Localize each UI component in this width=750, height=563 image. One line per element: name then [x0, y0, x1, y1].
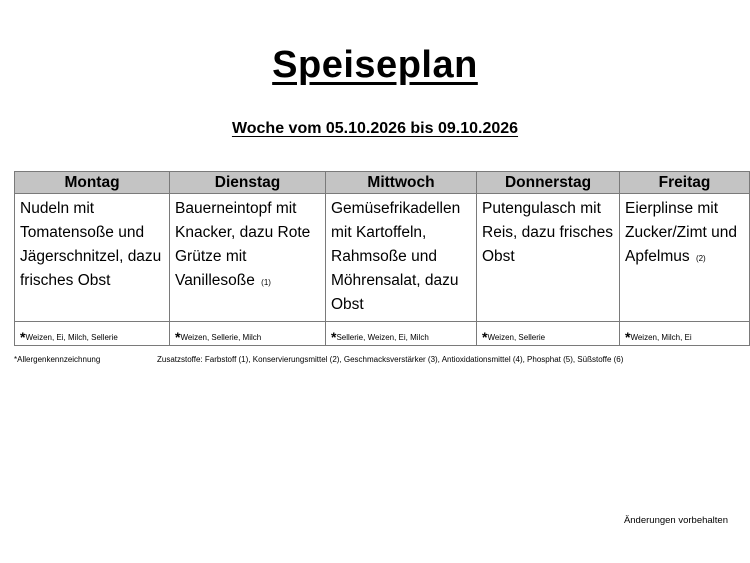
- day-header-wednesday: Mittwoch: [326, 172, 477, 194]
- day-header-monday: Montag: [15, 172, 170, 194]
- allergen-list: Weizen, Milch, Ei: [630, 333, 692, 342]
- additive-marker: (1): [261, 278, 271, 287]
- allergen-list: Weizen, Ei, Milch, Sellerie: [25, 333, 118, 342]
- day-header-friday: Freitag: [620, 172, 750, 194]
- day-header-thursday: Donnerstag: [477, 172, 620, 194]
- meal-text: Nudeln mit Tomatensoße und Jägerschnitzel, dazu frisches Obst: [20, 200, 162, 289]
- day-header-row: [15, 172, 750, 194]
- meal-cell-tuesday: [170, 194, 326, 322]
- meal-text: Bauerneintopf mit Knacker, dazu Rote Grütze mit Vanillesoße: [175, 200, 311, 289]
- allergen-star: *: [625, 329, 631, 345]
- page-title: Speiseplan: [272, 44, 478, 86]
- allergen-star: *: [331, 329, 337, 345]
- allergen-row: [15, 322, 750, 346]
- footer-note: Änderungen vorbehalten: [623, 515, 728, 526]
- allergen-cell-friday: [620, 322, 750, 346]
- meal-cell-wednesday: [326, 194, 477, 322]
- meal-text: Eierplinse mit Zucker/Zimt und Apfelmus: [625, 200, 737, 265]
- allergen-cell-thursday: [477, 322, 620, 346]
- allergen-cell-wednesday: [326, 322, 477, 346]
- week-range: Woche vom 05.10.2026 bis 09.10.2026: [231, 120, 519, 137]
- allergen-cell-tuesday: [170, 322, 326, 346]
- allergen-star: *: [175, 329, 181, 345]
- allergen-list: Sellerie, Weizen, Ei, Milch: [336, 333, 429, 342]
- meal-cell-monday: [15, 194, 170, 322]
- meal-cell-friday: [620, 194, 750, 322]
- allergen-star: *: [482, 329, 488, 345]
- allergen-list: Weizen, Sellerie, Milch: [180, 333, 262, 342]
- day-header-tuesday: Dienstag: [170, 172, 326, 194]
- additives-note: Zusatzstoffe: Farbstoff (1), Konservierungsmittel (2), Geschmacksverstärker (3), Antioxidationsmittel (4), Phosphat (5), Süßstoffe (6): [157, 355, 624, 364]
- meal-row: [15, 194, 750, 322]
- allergen-list: Weizen, Sellerie: [487, 333, 546, 342]
- meal-text: Gemüsefrikadellen mit Kartoffeln, Rahmsoße und Möhrensalat, dazu Obst: [331, 200, 461, 313]
- allergen-note: *Allergenkennzeichnung: [14, 355, 101, 364]
- meal-cell-thursday: [477, 194, 620, 322]
- meal-text: Putengulasch mit Reis, dazu frisches Obst: [482, 200, 613, 265]
- allergen-cell-monday: [15, 322, 170, 346]
- additive-marker: (2): [695, 254, 706, 263]
- menu-table: [14, 171, 750, 346]
- allergen-star: *: [20, 329, 26, 345]
